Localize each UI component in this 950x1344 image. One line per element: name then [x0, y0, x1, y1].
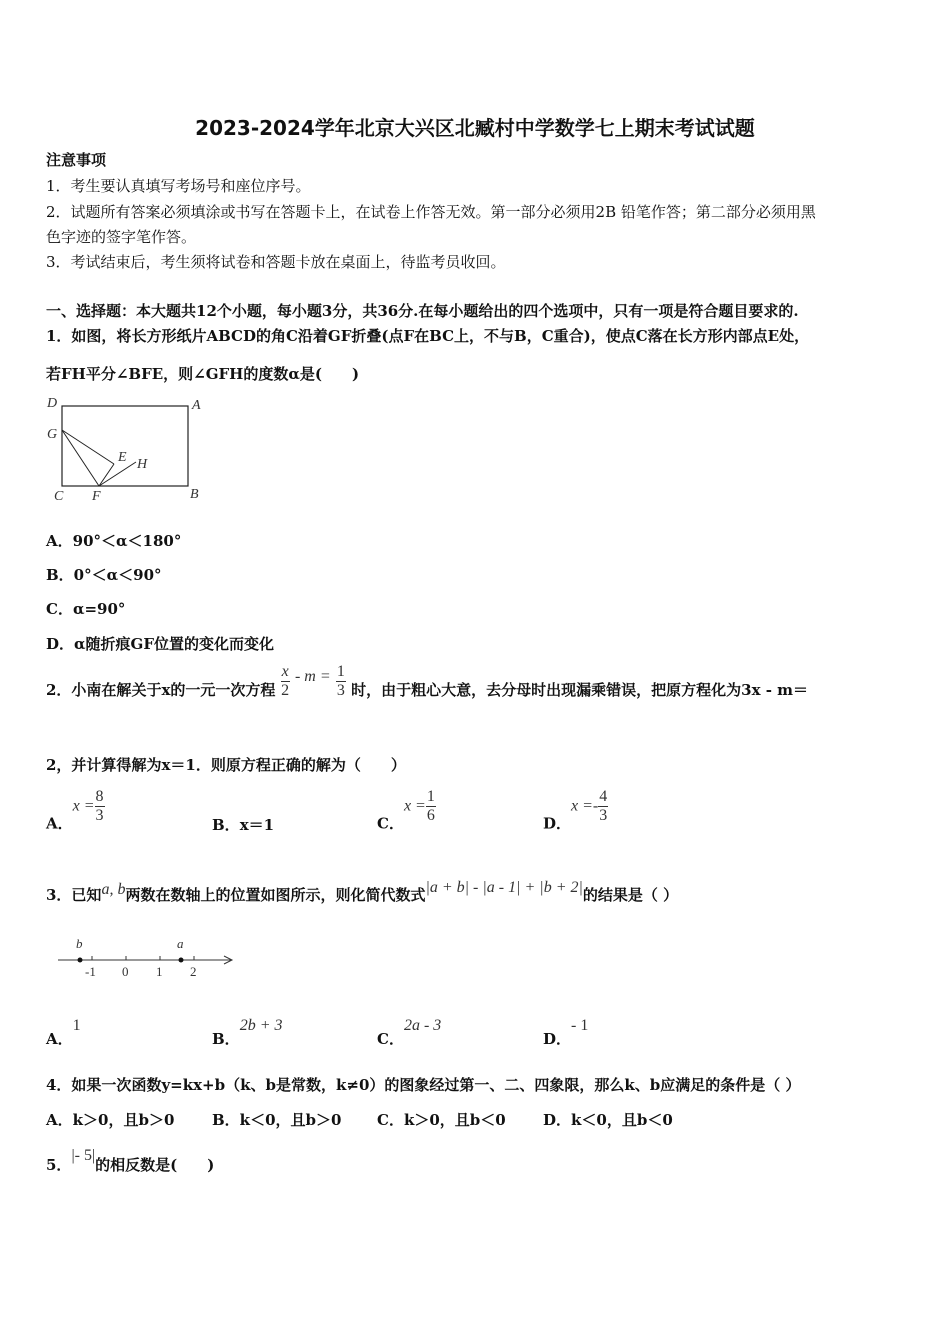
q1-stem: 1．如图，将长方形纸片ABCD的角C沿着GF折叠(点F在BC上，不与B，C重合)，使点C落在长方形内部点E处， — [46, 327, 810, 345]
text: D． — [543, 814, 572, 833]
q3-option-a[interactable] — [46, 1017, 81, 1049]
text: 2 — [190, 964, 197, 979]
notice-heading: 注意事项 — [46, 151, 107, 169]
text: 0 — [122, 964, 129, 979]
q3-stem — [46, 879, 679, 906]
text: 3 — [599, 807, 608, 824]
text: x＝1 — [239, 816, 275, 834]
q2-post: 时，由于粗心大意，去分母时出现漏乘错误，把原方程化为3x - m＝ — [351, 681, 809, 699]
q2-option-c[interactable] — [377, 788, 436, 834]
q4-stem: 4．如果一次函数y=kx+b（k、b是常数，k≠0）的图象经过第一、二、四象限，那么k、b应满足的条件是（ ） — [46, 1076, 801, 1094]
notice-item: 1．考生要认真填写考场号和座位序号。 — [46, 177, 311, 195]
label-h: H — [137, 457, 148, 472]
page-title: 2023-2024学年北京大兴区北臧村中学数学七上期末考试试题 — [195, 116, 755, 140]
notice-item: 色字迹的签字笔作答。 — [46, 228, 197, 246]
q3-vars: a, b — [101, 881, 126, 898]
label-e: E — [118, 450, 127, 465]
q2-frac-2 — [336, 663, 346, 700]
label-d: D — [47, 396, 58, 411]
text: 2 — [281, 681, 290, 699]
text: C． — [377, 814, 404, 833]
label-b: B — [190, 487, 199, 502]
text: x = — [403, 797, 426, 815]
text: 3．已知 — [46, 886, 102, 904]
q2-pre: 2．小南在解关于x的一元一次方程 — [46, 681, 276, 699]
notice-item: 2．试题所有答案必须填涂或书写在答题卡上，在试卷上作答无效。第一部分必须用2B 铅笔作答；第二部分必须用黑 — [46, 203, 816, 221]
q1-option-a[interactable]: A．90°＜α＜180° — [46, 532, 182, 550]
q2-frac-1 — [281, 663, 290, 700]
text: 2b + 3 — [239, 1017, 283, 1034]
text: x =- — [571, 797, 599, 815]
text: A． — [46, 814, 73, 833]
point-b — [78, 958, 83, 963]
text: - 1 — [571, 1017, 589, 1034]
q3-option-d[interactable] — [543, 1017, 589, 1049]
text: B． — [212, 816, 240, 834]
q1-option-c[interactable]: C．α=90° — [46, 600, 126, 618]
text: -1 — [85, 964, 96, 979]
text: a — [177, 936, 184, 951]
text: C． — [377, 1030, 404, 1048]
text: 3 — [95, 807, 104, 824]
q4-option-b[interactable]: B．k＜0，且b＞0 — [212, 1111, 342, 1129]
q4-option-c[interactable]: C．k＞0，且b＜0 — [377, 1111, 506, 1129]
q2-eq-mid: - m = — [294, 668, 331, 685]
text: 5． — [46, 1156, 72, 1174]
q2-stem-2: 2，并计算得解为x＝1．则原方程正确的解为（ ） — [46, 756, 406, 774]
text: x — [281, 662, 289, 680]
q3-expr: |a + b| - |a - 1| + |b + 2| — [425, 879, 583, 896]
q2-option-d[interactable] — [543, 788, 608, 834]
q1-stem-2: 若FH平分∠BFE，则∠GFH的度数α是( ) — [46, 365, 360, 383]
text: 1 — [72, 1017, 81, 1034]
q2-option-a[interactable] — [46, 788, 105, 834]
q3-option-c[interactable] — [377, 1017, 442, 1049]
q4-option-a[interactable]: A．k＞0，且b＞0 — [46, 1111, 175, 1129]
q1-figure — [44, 392, 214, 507]
text: x = — [72, 797, 95, 815]
notice-item: 3．考试结束后，考生须将试卷和答题卡放在桌面上，待监考员收回。 — [46, 253, 506, 271]
text: 1 — [156, 964, 163, 979]
label-f: F — [92, 489, 101, 504]
text: b — [76, 936, 83, 951]
q4-option-d[interactable]: D．k＜0，且b＜0 — [543, 1111, 673, 1129]
point-a — [179, 958, 184, 963]
label-c: C — [54, 489, 64, 504]
text: 两数在数轴上的位置如图所示，则化简代数式 — [125, 886, 426, 904]
text: 的相反数是( ) — [95, 1156, 215, 1174]
q2-option-b[interactable] — [212, 814, 274, 835]
text: B． — [212, 1030, 240, 1048]
q5-stem — [46, 1147, 215, 1176]
text: 2a - 3 — [403, 1017, 442, 1034]
text: A． — [46, 1030, 73, 1048]
q5-expr: |- 5| — [71, 1147, 96, 1164]
text: D． — [543, 1030, 572, 1048]
text: 8 — [95, 788, 104, 805]
text: 4 — [599, 788, 608, 805]
section-heading: 一、选择题：本大题共12个小题，每小题3分，共36分.在每小题给出的四个选项中，只有一项是符合题目要求的. — [46, 302, 799, 320]
text: 1 — [426, 788, 435, 805]
q1-option-b[interactable]: B．0°＜α＜90° — [46, 566, 162, 584]
q1-option-d[interactable]: D．α随折痕GF位置的变化而变化 — [46, 635, 275, 653]
q3-option-b[interactable] — [212, 1017, 283, 1049]
label-g: G — [47, 427, 58, 442]
q3-number-line — [56, 932, 246, 982]
text: 1 — [336, 662, 345, 680]
text: 6 — [426, 807, 435, 824]
label-a: A — [192, 398, 201, 413]
text: 3 — [336, 681, 345, 699]
text: 的结果是（ ） — [582, 886, 679, 904]
q2-stem — [46, 662, 809, 710]
